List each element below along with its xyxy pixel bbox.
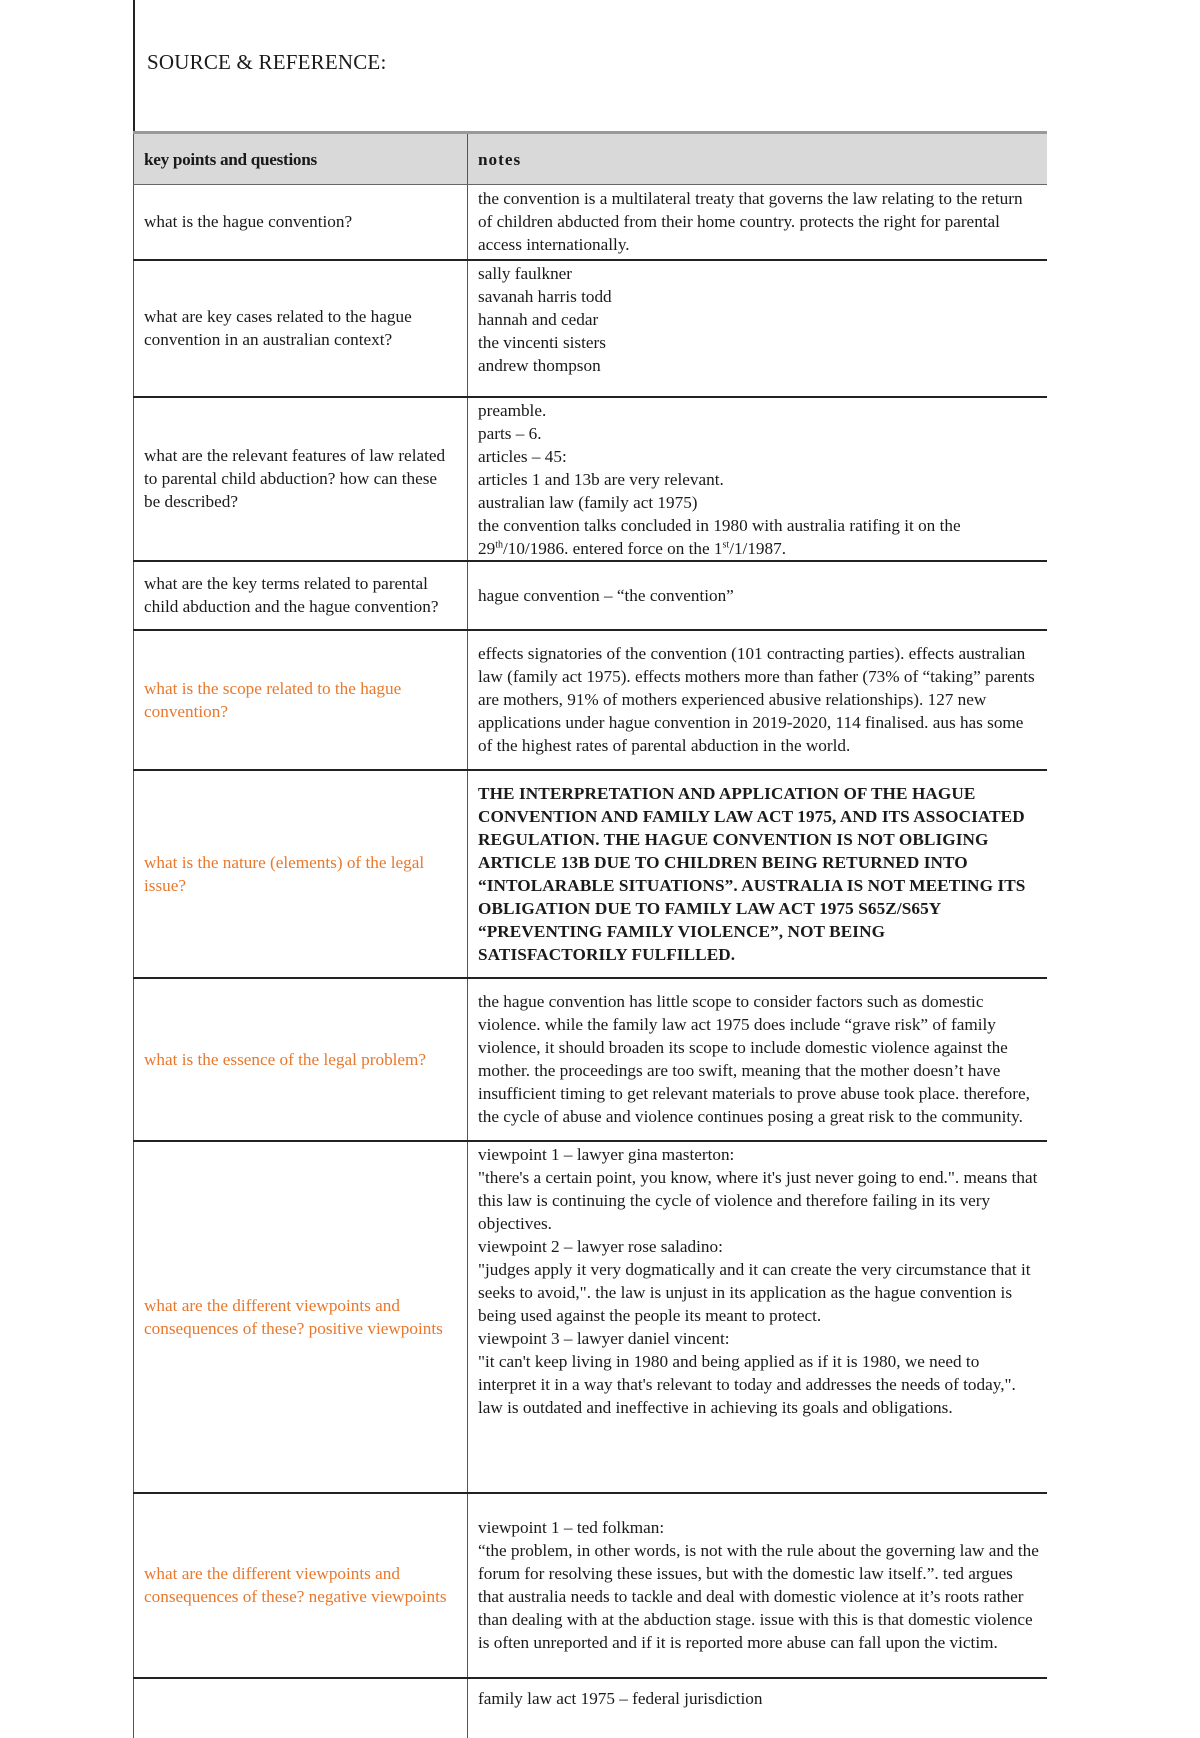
row-question: what are the relevant features of law related to parental child abduction? how can these be described? (134, 397, 468, 561)
date-suffix: st (722, 538, 730, 550)
note-line-dates (478, 537, 1039, 560)
row-question: what are the different viewpoints and consequences of these? negative viewpoints (134, 1493, 468, 1678)
row-notes: hague convention – “the convention” (468, 561, 1048, 630)
row-question: what is the hague convention? (134, 185, 468, 260)
table-header-row (134, 133, 1048, 185)
table-row (134, 978, 1048, 1141)
table-row (134, 260, 1048, 397)
row-question: what is the nature (elements) of the legal issue? (134, 770, 468, 978)
note-line: viewpoint 3 – lawyer daniel vincent: (478, 1328, 730, 1348)
note-line: "judges apply it very dogmatically and it can create the very circumstance that it seeks to avoid,". the law is unjust in its application as the hague convention is being used against the people its meant to protect. (478, 1259, 1031, 1325)
note-line: preamble. (478, 400, 547, 420)
row-question: what are the key terms related to parental child abduction and the hague convention? (134, 561, 468, 630)
case-item: andrew thompson (478, 355, 601, 375)
row-notes: family law act 1975 – federal jurisdiction (478, 1688, 763, 1708)
row-question: what are the different viewpoints and consequences of these? positive viewpoints (134, 1141, 468, 1493)
row-notes (468, 1141, 1048, 1493)
row-notes (468, 260, 1048, 397)
case-item: sally faulkner (478, 263, 573, 283)
date-part: /1/1987. (729, 538, 787, 558)
notes-table (133, 131, 1047, 1738)
header-key-points: key points and questions (134, 133, 468, 185)
table-row (134, 770, 1048, 978)
source-reference-title: SOURCE & REFERENCE: (147, 50, 387, 74)
row-question: what are key cases related to the hague convention in an australian context? (134, 260, 468, 397)
note-line: viewpoint 2 – lawyer rose saladino: (478, 1236, 723, 1256)
note-line: "there's a certain point, you know, where it's just never going to end.". means that this law is continuing the cycle of violence and therefore failing in its very objectives. (478, 1167, 1038, 1233)
note-line: the convention talks concluded in 1980 with australia ratifing it on the (478, 515, 961, 535)
row-notes: THE INTERPRETATION AND APPLICATION OF THE HAGUE CONVENTION AND FAMILY LAW ACT 1975, AND ITS ASSOCIATED REGULATION. THE HAGUE CONVENTION IS NOT OBLIGING ARTICLE 13B DUE TO CHILDREN BEING RETURNED INTO “INTOLARABLE SITUATIONS”. AUSTRALIA IS NOT MEETING ITS OBLIGATION DUE TO FAMILY LAW ACT 1975 S65Z/S65Y “PREVENTING FAMILY VIOLENCE”, NOT BEING SATISFACTORILY FULFILLED. (468, 770, 1048, 978)
note-line: “the problem, in other words, is not with the rule about the governing law and the forum for resolving these issues, but with the domestic law itself.”. ted argues that australia needs to tackle and deal with domestic violence at it’s roots rather than dealing with at the abduction stage. issue with this is that domestic violence is often unreported and if it is reported more abuse can fall upon the victim. (478, 1541, 1039, 1652)
row-notes: the hague convention has little scope to consider factors such as domestic violence. while the family law act 1975 does include “grave risk” of family violence, it should broaden its scope to include domestic violence against the mother. the proceedings are too swift, meaning that the mother doesn’t have insufficient timing to get relevant materials to prove abuse took place. therefore, the cycle of abuse and violence continues posing a great risk to the community. (468, 978, 1048, 1141)
date-suffix: th (495, 538, 503, 550)
header-notes: notes (468, 133, 1048, 185)
date-part: /10/1986. entered force on the 1 (502, 538, 723, 558)
source-reference-box (133, 0, 1049, 132)
note-line: australian law (family act 1975) (478, 492, 698, 512)
table-row (134, 397, 1048, 561)
table-row (134, 185, 1048, 260)
row-question: what is the essence of the legal problem? (134, 978, 468, 1141)
table-row (134, 1493, 1048, 1678)
note-line: viewpoint 1 – lawyer gina masterton: (478, 1144, 735, 1164)
row-question (134, 1678, 468, 1738)
table-row (134, 1678, 1048, 1738)
row-notes: effects signatories of the convention (101 contracting parties). effects australian law (family act 1975). effects mothers more than father (73% of “taking” parents are mothers, 91% of mothers experienced abusive relationships). 127 new applications under hague convention in 2019-2020, 114 finalised. aus has some of the highest rates of parental abduction in the world. (468, 630, 1048, 770)
date-part: 29 (478, 538, 496, 558)
note-line: "it can't keep living in 1980 and being applied as if it is 1980, we need to interpret it in a way that's relevant to today and addresses the needs of today,". law is outdated and ineffective in achieving its goals and obligations. (478, 1351, 1016, 1417)
note-line: articles – 45: (478, 446, 567, 466)
row-question: what is the scope related to the hague convention? (134, 630, 468, 770)
note-line: viewpoint 1 – ted folkman: (478, 1518, 665, 1537)
case-item: hannah and cedar (478, 309, 599, 329)
row-notes: the convention is a multilateral treaty that governs the law relating to the return of children abducted from their home country. protects the right for parental access internationally. (468, 185, 1048, 260)
table-row (134, 1141, 1048, 1493)
note-line: articles 1 and 13b are very relevant. (478, 469, 724, 489)
row-notes (468, 1493, 1048, 1678)
row-notes (468, 397, 1048, 561)
case-item: savanah harris todd (478, 286, 612, 306)
case-item: the vincenti sisters (478, 332, 606, 352)
note-line: parts – 6. (478, 423, 542, 443)
table-row (134, 630, 1048, 770)
table-row (134, 561, 1048, 630)
